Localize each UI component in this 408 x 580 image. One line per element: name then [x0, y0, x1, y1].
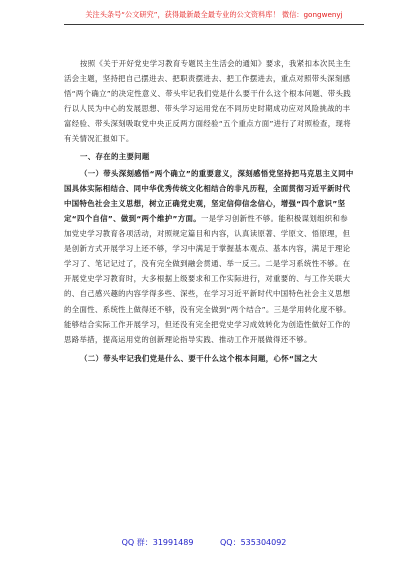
- subsection-one-paragraph: [64, 166, 354, 347]
- document-body: [64, 56, 354, 366]
- subsection-two-title: （二）带头牢记我们党是什么、要干什么这个根本问题，心怀“国之大: [80, 353, 318, 363]
- subsection-one-title: （一）带头深刻感悟“两个确立”的重要意义，深刻感悟党坚持把马克思主义同中国具体实际相结合、同中华优秀传统文化相结合的非凡历程，全面贯彻习近平新时代中国特色社会主义思想，树立正确党史观，坚定信仰信念信心，增强“四个意识”坚定“四个自信”、做到“两个维护”方面。: [64, 168, 354, 223]
- subsection-one-text: 一是学习创新性不够。能积极谋划组织和参加党史学习教育各项活动，对照规定篇目和内容，认真读原著、学原文、悟原理，但是创新方式开展学习上还不够，学习中满足于掌握基本观点、基本内容，满足于理论学习了、笔记记过了，没有完全做到融会贯通、举一反三。二是学习系统性不够。在开展党史学习教育时，大多根据上级要求和工作实际进行，对重要的、与工作关联大的、自己感兴趣的内容学得多些、深些，在学习习近平新时代中国特色社会主义思想的全面性、系统性上做得还不够，没有完全做到“两个结合”。三是学用转化度不够。能够结合实际工作开展学习，但还没有完全把党史学习成效转化为创造性做好工作的思路举措，提高运用党的创新理论指导实践、推动工作开展做得还不够。: [64, 213, 352, 344]
- footer-qq: QQ：535304092: [220, 538, 287, 547]
- footer-contact: [0, 537, 408, 548]
- header-banner: 关注头条号“公文研究”，获得最新最全最专业的公文资料库！ 微信：gongwenyj: [85, 10, 343, 19]
- header-divider: [64, 24, 364, 25]
- intro-paragraph: 按照《关于开好党史学习教育专题民主生活会的通知》要求，我紧扣本次民主生活会主题，坚持把自己摆进去、把职责摆进去、把工作摆进去，重点对照带头深刻感悟“两个确立”的决定性意义、带头牢记我们党是什么要干什么这个根本问题、带头践行以人民为中心的发展思想、带头学习运用党在不同历史时期成功应对风险挑战的丰富经验、带头深刻吸取党中央正反两方面经验“五个重点方面”进行了对照检查，现将有关情况汇报如下。: [64, 59, 352, 144]
- section-heading: 一、存在的主要问题: [80, 151, 150, 161]
- footer-qq-group: QQ 群：31991489: [121, 538, 194, 547]
